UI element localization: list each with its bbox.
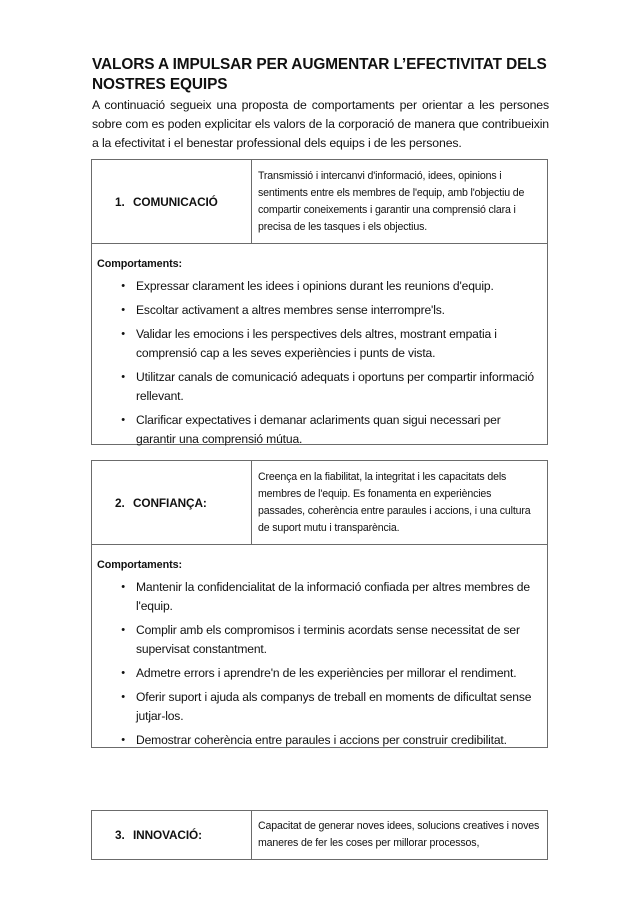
value-description: Capacitat de generar noves idees, solucions creatives i noves maneres de fer les coses per millorar processos, [258, 820, 540, 849]
behaviour-text: Mantenir la confidencialitat de la informació confiada per altres membres de l'equip. [136, 580, 530, 613]
value-name-text: COMUNICACIÓ [133, 194, 218, 209]
bullet-icon: • [121, 691, 125, 703]
value-description-cell [252, 461, 547, 544]
bullet-icon: • [121, 414, 125, 426]
list-item [97, 731, 541, 750]
behaviour-text: Demostrar coherència entre paraules i accions per construir credibilitat. [136, 733, 507, 747]
list-item [97, 301, 541, 320]
behaviours-section [92, 545, 547, 750]
behaviour-list [97, 277, 541, 449]
value-description-cell [252, 160, 547, 243]
list-item [97, 621, 541, 659]
bullet-icon: • [121, 581, 125, 593]
value-header-row [92, 811, 547, 859]
behaviour-list [97, 578, 541, 750]
value-name [115, 828, 202, 842]
value-name-cell [92, 160, 252, 243]
value-description: Creença en la fiabilitat, la integritat i les capacitats dels membres de l'equip. Es fonamenta en experiències passades, coherència entre paraules i accions, i una cultura de suport mutu i transparència. [258, 470, 531, 534]
bullet-icon: • [121, 371, 125, 383]
value-header-row [92, 160, 547, 244]
behaviour-text: Admetre errors i aprendre'n de les experiències per millorar el rendiment. [136, 666, 517, 680]
value-header-row [92, 461, 547, 545]
list-item [97, 578, 541, 616]
page-title: VALORS A IMPULSAR PER AUGMENTAR L’EFECTIVITAT DELS NOSTRES EQUIPS [92, 56, 547, 93]
value-description-cell [252, 811, 547, 859]
behaviour-text: Validar les emocions i les perspectives dels altres, mostrant empatia i comprensió cap a les seves experiències i punts de vista. [136, 327, 497, 360]
behaviours-label: Comportaments: [97, 258, 182, 270]
bullet-icon: • [121, 304, 125, 316]
behaviour-text: Utilitzar canals de comunicació adequats i oportuns per compartir informació rellevant. [136, 370, 534, 403]
list-item [97, 325, 541, 363]
value-description: Transmissió i intercanvi d'informació, idees, opinions i sentiments entre els membres de l'equip, amb l'objectiu de compartir coneixements i garantir una comprensió clara i precisa de les tasques i els objectius. [258, 169, 525, 233]
value-name-cell [92, 461, 252, 544]
behaviour-text: Oferir suport i ajuda als companys de treball en moments de dificultat sense jutjar-los. [136, 690, 532, 723]
list-item [97, 411, 541, 449]
behaviours-section [92, 244, 547, 449]
value-number: 1. [115, 194, 125, 209]
bullet-icon: • [121, 667, 125, 679]
intro-paragraph: A continuació segueix una proposta de comportaments per orientar a les persones sobre com es poden explicitar els valors de la corporació de manera que contribueixin a la efectivitat i el benestar professional dels equips i de les persones. [92, 98, 549, 150]
value-number: 2. [115, 495, 125, 510]
bullet-icon: • [121, 624, 125, 636]
value-table-comunicacio [91, 159, 548, 445]
value-name [115, 496, 207, 510]
value-name-cell [92, 811, 252, 859]
value-table-confianca [91, 460, 548, 748]
list-item [97, 368, 541, 406]
behaviours-label: Comportaments: [97, 559, 182, 571]
value-name [115, 195, 218, 209]
behaviour-text: Escoltar activament a altres membres sense interrompre'ls. [136, 303, 445, 317]
behaviour-text: Expressar clarament les idees i opinions durant les reunions d'equip. [136, 279, 494, 293]
bullet-icon: • [121, 734, 125, 746]
bullet-icon: • [121, 328, 125, 340]
bullet-icon: • [121, 280, 125, 292]
list-item [97, 277, 541, 296]
value-name-text: CONFIANÇA: [133, 495, 207, 510]
behaviour-text: Clarificar expectatives i demanar aclariments quan sigui necessari per garantir una comprensió mútua. [136, 413, 501, 446]
behaviour-text: Complir amb els compromisos i terminis acordats sense necessitat de ser supervisat constantment. [136, 623, 520, 656]
list-item [97, 688, 541, 726]
value-name-text: INNOVACIÓ: [133, 828, 202, 842]
value-number: 3. [115, 828, 125, 842]
value-table-innovacio [91, 810, 548, 860]
list-item [97, 664, 541, 683]
